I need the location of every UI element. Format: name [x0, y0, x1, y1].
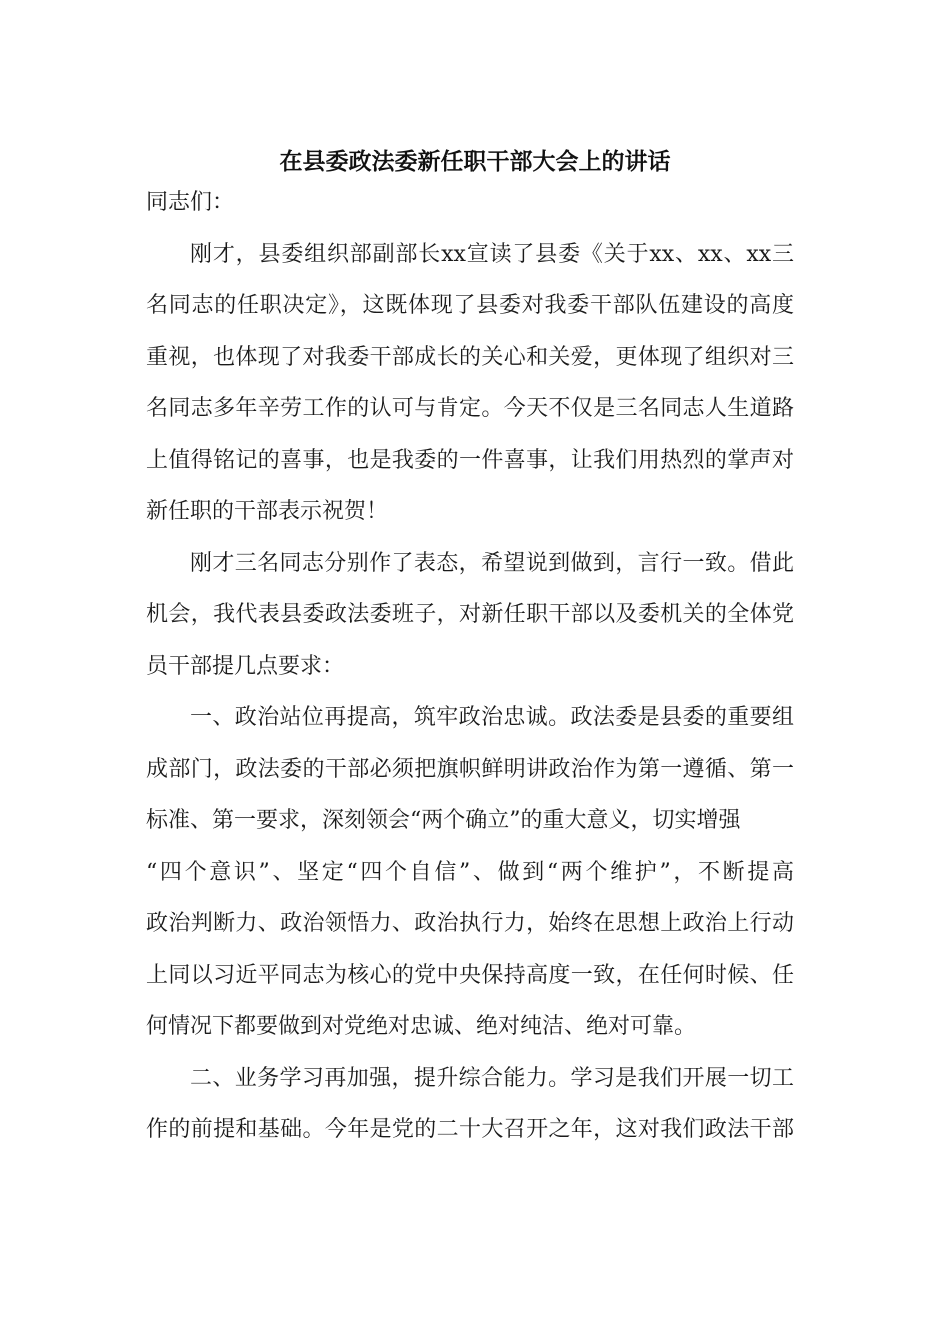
text-line: 二、业务学习再加强，提升综合能力。学习是我们开展一切工: [190, 1065, 794, 1091]
text-line: 作的前提和基础。今年是党的二十大召开之年，这对我们政法干部: [146, 1117, 794, 1142]
text-line: 成部门，政法委的干部必须把旗帜鲜明讲政治作为第一遵循、第一: [146, 756, 794, 782]
text-line: 重视，也体现了对我委干部成长的关心和关爱，更体现了组织对三: [146, 344, 794, 370]
text-line: 名同志多年辛劳工作的认可与肯定。今天不仅是三名同志人生道路: [146, 396, 794, 421]
text-line: 何情况下都要做到对党绝对忠诚、绝对纯洁、绝对可靠。: [146, 1014, 697, 1039]
text-line: 上同以习近平同志为核心的党中央保持高度一致，在任何时候、任: [146, 962, 794, 988]
text-line: 上值得铭记的喜事，也是我委的一件喜事，让我们用热烈的掌声对: [146, 447, 794, 473]
paragraph-lines: [146, 229, 794, 1156]
document-body: [146, 177, 794, 1156]
text-line: 名同志的任职决定》，这既体现了县委对我委干部队伍建设的高度: [146, 293, 794, 318]
text-line: “四个意识”、坚定“四个自信”、做到“两个维护”，不断提高: [146, 859, 794, 885]
text-line: 标准、第一要求，深刻领会“两个确立”的重大意义，切实增强: [146, 808, 741, 833]
salutation: 同志们：: [146, 190, 235, 215]
text-line: 刚才，县委组织部副部长xx宣读了县委《关于xx、xx、xx三: [190, 241, 794, 267]
page-title: 在县委政法委新任职干部大会上的讲话: [279, 148, 671, 175]
text-line: 员干部提几点要求：: [146, 653, 345, 679]
text-line: 机会，我代表县委政法委班子，对新任职干部以及委机关的全体党: [146, 602, 794, 627]
text-line: 刚才三名同志分别作了表态，希望说到做到，言行一致。借此: [190, 550, 794, 576]
text-line: 新任职的干部表示祝贺！: [146, 499, 389, 524]
text-line: 政治判断力、政治领悟力、政治执行力，始终在思想上政治上行动: [146, 911, 794, 936]
text-line: 一、政治站位再提高，筑牢政治忠诚。政法委是县委的重要组: [190, 705, 794, 730]
